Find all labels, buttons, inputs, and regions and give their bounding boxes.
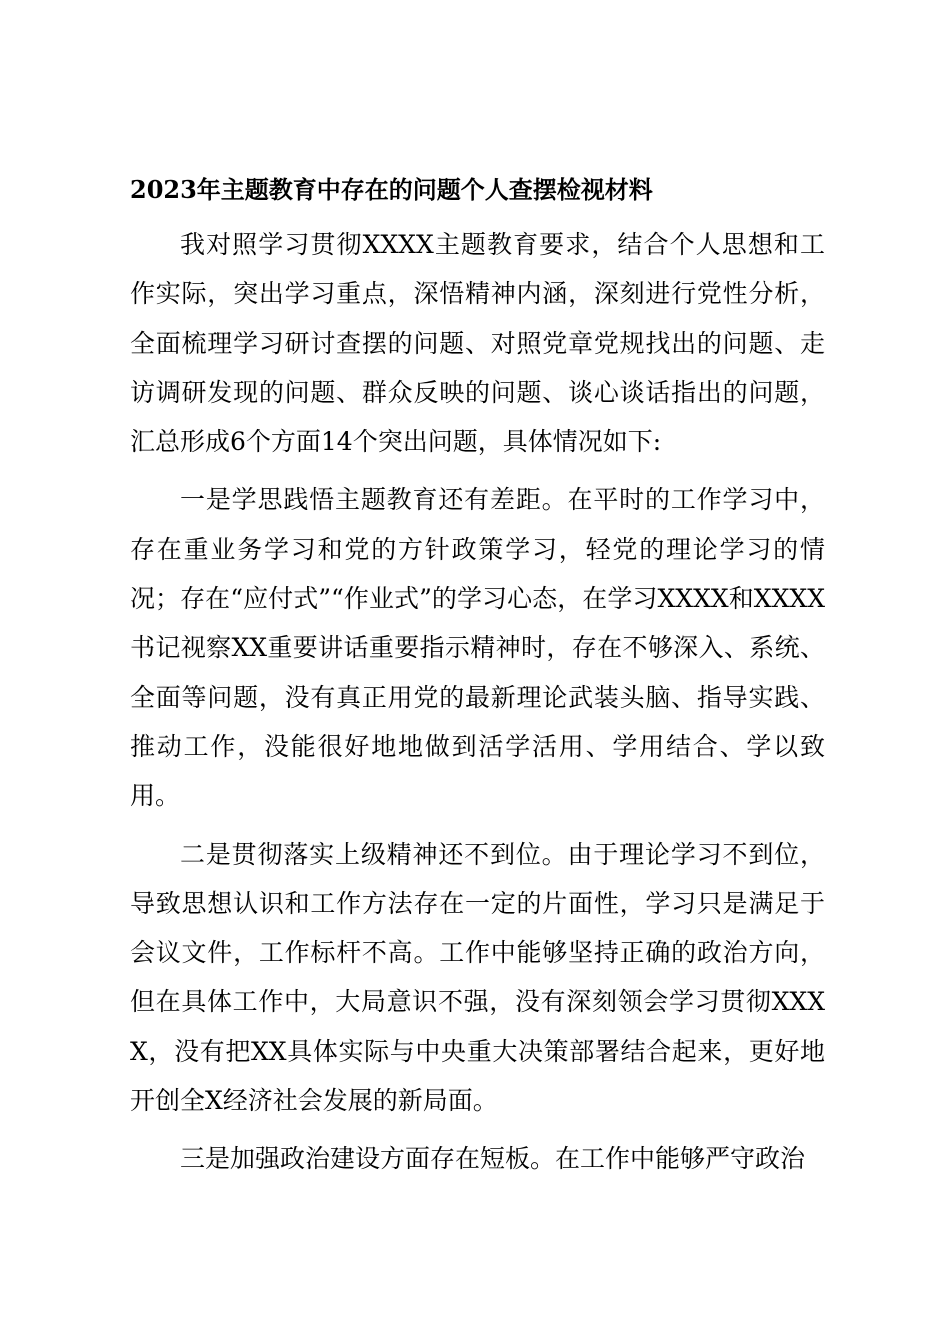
- paragraph-issue-1: 一是学思践悟主题教育还有差距。在平时的工作学习中，存在重业务学习和党的方针政策学习，轻党的理论学习的情况；存在“应付式”“作业式”的学习心态，在学习XXXX和XXXX书记视察XX重要讲话重要指示精神时，存在不够深入、系统、全面等问题，没有真正用党的最新理论武装头脑、指导实践、推动工作，没能很好地地做到活学活用、学用结合、学以致用。: [130, 485, 825, 811]
- document-body: [130, 220, 825, 1193]
- document-title: 2023年主题教育中存在的问题个人查摆检视材料: [130, 175, 653, 204]
- paragraph-issue-2: 二是贯彻落实上级精神还不到位。由于理论学习不到位，导致思想认识和工作方法存在一定的片面性，学习只是满足于会议文件，工作标杆不高。工作中能够坚持正确的政治方向，但在具体工作中，大局意识不强，没有深刻领会学习贯彻XXXX，没有把XX具体实际与中央重大决策部署结合起来，更好地开创全X经济社会发展的新局面。: [130, 839, 825, 1116]
- paragraph-intro: 我对照学习贯彻XXXX主题教育要求，结合个人思想和工作实际，突出学习重点，深悟精神内涵，深刻进行党性分析，全面梳理学习研讨查摆的问题、对照党章党规找出的问题、走访调研发现的问题、群众反映的问题、谈心谈话指出的问题，汇总形成6个方面14个突出问题，具体情况如下:: [130, 230, 825, 457]
- paragraph-issue-3: 三是加强政治建设方面存在短板。在工作中能够严守政治: [180, 1144, 806, 1174]
